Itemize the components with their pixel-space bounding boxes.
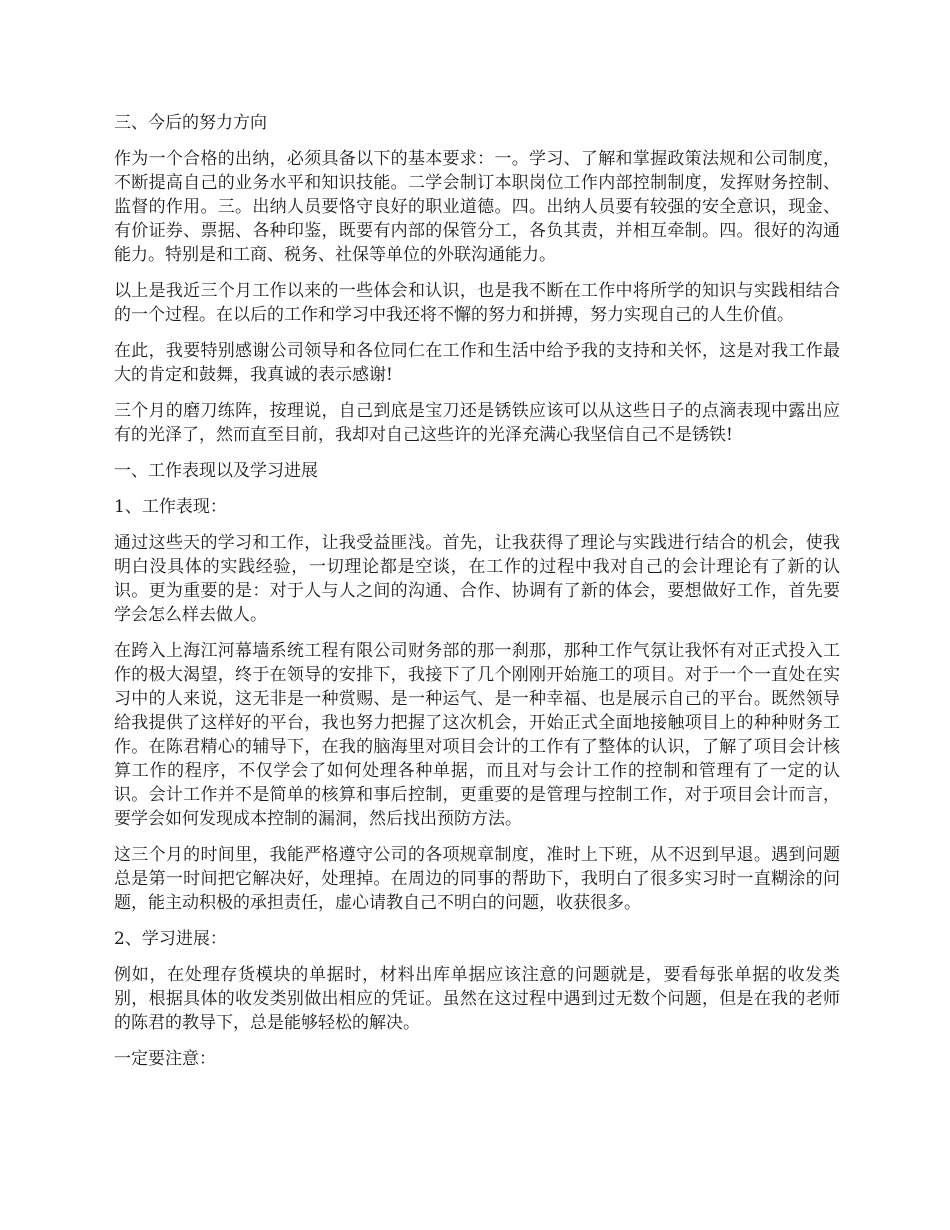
- paragraph-cashier-requirements: 作为一个合格的出纳，必须具备以下的基本要求：一。学习、了解和掌握政策法规和公司制度，不断提高自己的业务水平和知识技能。二学会制订本职岗位工作内部控制制度，发挥财务控制、监督的作用。三。出纳人员要恪守良好的职业道德。四。出纳人员要有较强的安全意识，现金、有价证券、票据、各种印鉴，既要有内部的保管分工，各负其责，并相互牵制。四。很好的沟通能力。特别是和工商、税务、社保等单位的外联沟通能力。: [114, 149, 840, 265]
- subheading-learning-progress: 2、学习进展：: [114, 929, 227, 949]
- paragraph-thanks: 在此，我要特别感谢公司领导和各位同仁在工作和生活中给予我的支持和关怀，这是对我工作最大的肯定和鼓舞，我真诚的表示感谢!: [114, 341, 840, 385]
- document-page: [114, 111, 840, 1083]
- paragraph-learning-benefit: 通过这些天的学习和工作，让我受益匪浅。首先，让我获得了理论与实践进行结合的机会，使我明白没具体的实践经验，一切理论都是空谈，在工作的过程中我对自己的会计理论有了新的认识。更为重要的是：对于人与人之间的沟通、合作、协调有了新的体会，要想做好工作，首先要学会怎么样去做人。: [114, 533, 840, 625]
- paragraph-three-months: 三个月的磨刀练阵，按理说，自己到底是宝刀还是锈铁应该可以从这些日子的点滴表现中露出应有的光泽了，然而直至目前，我却对自己这些许的光泽充满心我坚信自己不是锈铁!: [114, 401, 840, 445]
- section-heading-future-direction: 三、今后的努力方向: [114, 113, 267, 133]
- section-heading-work-performance: 一、工作表现以及学习进展: [114, 461, 318, 481]
- paragraph-summary: 以上是我近三个月工作以来的一些体会和认识，也是我不断在工作中将所学的知识与实践相结合的一个过程。在以后的工作和学习中我还将不懈的努力和拼搏，努力实现自己的人生价值。: [114, 281, 840, 325]
- subheading-must-note: 一定要注意：: [114, 1049, 216, 1069]
- paragraph-discipline: 这三个月的时间里，我能严格遵守公司的各项规章制度，准时上下班，从不迟到早退。遇到问题总是第一时间把它解决好，处理掉。在周边的同事的帮助下，我明白了很多实习时一直糊涂的问题，能主动积极的承担责任，虚心请教自己不明白的问题，收获很多。: [114, 845, 840, 913]
- paragraph-inventory-example: 例如，在处理存货模块的单据时，材料出库单据应该注意的问题就是，要看每张单据的收发类别，根据具体的收发类别做出相应的凭证。虽然在这过程中遇到过无数个问题，但是在我的老师的陈君的教导下，总是能够轻松的解决。: [114, 965, 840, 1033]
- paragraph-joining-company: 在跨入上海江河幕墙系统工程有限公司财务部的那一刹那，那种工作气氛让我怀有对正式投入工作的极大渴望，终于在领导的安排下，我接下了几个刚刚开始施工的项目。对于一个一直处在实习中的人来说，这无非是一种赏赐、是一种运气、是一种幸福、也是展示自己的平台。既然领导给我提供了这样好的平台，我也努力把握了这次机会，开始正式全面地接触项目上的种种财务工作。在陈君精心的辅导下，在我的脑海里对项目会计的工作有了整体的认识，了解了项目会计核算工作的程序，不仅学会了如何处理各种单据，而且对与会计工作的控制和管理有了一定的认识。会计工作并不是简单的核算和事后控制，更重要的是管理与控制工作，对于项目会计而言，要学会如何发现成本控制的漏洞，然后找出预防方法。: [114, 641, 840, 829]
- subheading-work-performance: 1、工作表现：: [114, 497, 227, 517]
